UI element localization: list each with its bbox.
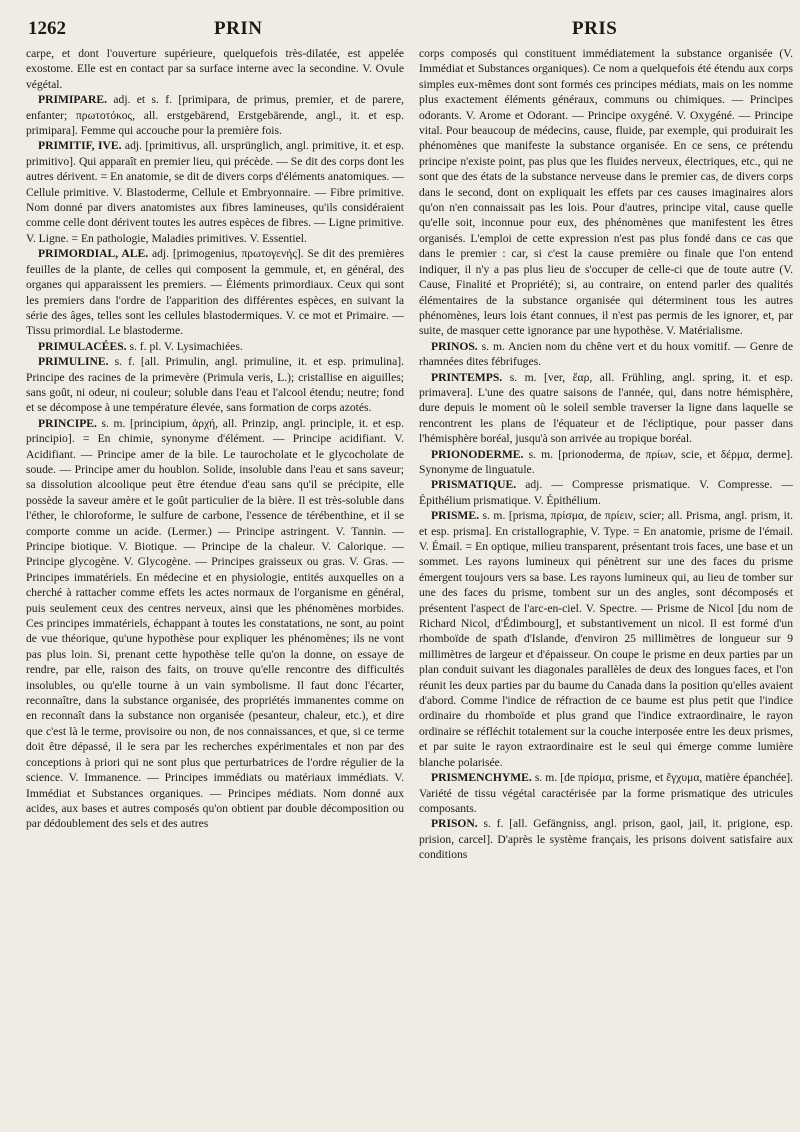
entry-continuation: corps composés qui constituent immédiatement la substance organisée (V. Immédiat et Substances organiques). Ce nom a quelquefois été étendu aux corps simples eux-mêmes dont sont formés ces principes médiats, mais on les nomme plus exactement éléments généraux, communs ou chimiques. — Principes odorants. V. Arome et Odorant. — Principe oxygéné. V. Oxygéné. — Principe vital. Pour beaucoup de médecins, cause, fluide, par exemple, qui produirait les phénomènes que manifeste la substance organisée. En ce sens, ce prétendu principe n'existe point, pas plus que les fluides nerveux, électriques, etc., qui ne sont que des états de la substance nerveuse dans le premier cas, de divers corps dans le second, dont on expliquait les effets par ces causes imaginaires alors qu'on n'en connaissait pas les lois. Pour d'autres, principe vital, cause quelle qu'elle soit, inconnue pour eux, des phénomènes que manifestent les êtres organisés. L'emploi de cette expression n'est pas plus fondé dans ce cas que dans le premier : car, si c'est la cause première ou finale que l'on entend indiquer, il n'y a pas plus lieu de s'occuper de celle-ci que de toute autre (V. Cause, Finalité et Propriété); si, au contraire, on entend parler des qualités élémentaires de la substance organisée qui déterminent tous les autres phénomènes, leurs lois étant connues, il n'est pas permis de les ignorer, et, par suite, de masquer cette ignorance par une hypothèse. V. Matérialisme. bbox=[419, 47, 793, 338]
entry-prionoderme: PRIONODERME. s. m. [prionoderma, de πρίων, scie, et δέρμα, derme]. Synonyme de linguatule. bbox=[419, 447, 793, 476]
entry-prismatique: PRISMATIQUE. adj. — Compresse prismatique. V. Compresse. — Épithélium prismatique. V. Épithélium. bbox=[419, 478, 793, 507]
entry-primulacees: PRIMULACÉES. s. f. pl. V. Lysimachiées. bbox=[38, 339, 243, 353]
headword: PRISMATIQUE. bbox=[431, 478, 517, 492]
left-column bbox=[26, 46, 404, 1126]
headword: PRISMENCHYME. bbox=[431, 771, 532, 785]
entry-primitif: PRIMITIF, IVE. adj. [primitivus, all. ursprünglich, angl. primitive, it. et esp. primitivo]. Qui apparaît en premier lieu, qui précède. — Se dit des corps dont les autres dérivent. = En anatomie, se dit de divers corps d'éléments anatomiques. — Cellule primitive. V. Blastoderme, Cellule et Embryonnaire. — Fibre primitive. Nom donné par divers anatomistes aux fibres lamineuses, qu'ils considéraient comme celle dont dérivent toutes les autres espèces de fibres. — Ligne primitive. V. Ligne. = En pathologie, Maladies primitives. V. Essentiel. bbox=[26, 139, 404, 245]
entry-prinos: PRINOS. s. m. Ancien nom du chêne vert et du houx vomitif. — Genre de rhamnées dites fébrifuges. bbox=[419, 339, 793, 369]
right-column bbox=[419, 46, 793, 1126]
headword: PRIMIPARE. bbox=[38, 93, 108, 107]
entry-primordial: PRIMORDIAL, ALE. adj. [primogenius, πρωτογενής]. Se dit des premières feuilles de la plante, de celles qui composent la gemmule, et, en général, des organes qui apparaissent les premiers. — Éléments primordiaux. Ceux qui sont les premiers dans l'ordre de l'apparition des différentes espèces, en suivant la série des âges, telles sont les cellules blastodermiques. V. ce mot et Primaire. — Tissu primordial. Le blastoderme. bbox=[26, 247, 404, 338]
headword: PRINCIPE. bbox=[38, 416, 97, 430]
headword: PRIMULINE. bbox=[38, 355, 109, 369]
entry-primipare: PRIMIPARE. adj. et s. f. [primipara, de primus, premier, et de parere, enfanter; πρωτοτόκος, all. erstgebärend, Erstgebärende, angl., it. et esp. primipara]. Femme qui accouche pour la première fois. bbox=[26, 93, 404, 138]
headword: PRIMULACÉES. bbox=[38, 339, 127, 353]
entry-prison: PRISON. s. f. [all. Gefängniss, angl. prison, gaol, jail, it. prigione, esp. prision, carcel]. D'après le système français, les prisons doivent satisfaire aux conditions bbox=[419, 817, 793, 862]
entry-printemps: PRINTEMPS. s. m. [ver, ἔαρ, all. Frühling, angl. spring, it. et esp. primavera]. L'une des quatre saisons de l'année, qui, dans notre hémisphère, dure depuis le moment où le soleil semble traverser la ligne dans laquelle se rencontrent les plans de l'équateur et de l'écliptique, pour passer dans l'hémisphère boréal, jusqu'à son arrivée au tropique boréal. bbox=[419, 370, 793, 446]
entry-continuation: carpe, et dont l'ouverture supérieure, quelquefois très-dilatée, est appelée exostome. Elle est en contact par sa surface interne avec la secondine. V. Ovule végétal. bbox=[26, 47, 404, 91]
headword: PRINTEMPS. bbox=[431, 370, 503, 384]
headword: PRIONODERME. bbox=[431, 447, 524, 461]
page-number: 1262 bbox=[28, 18, 66, 39]
entry-primuline: PRIMULINE. s. f. [all. Primulin, angl. primuline, it. et esp. primulina]. Principe des racines de la primevère (Primula veris, L.); cristallise en aiguilles; sans goût, ni odeur, ni couleur; soluble dans l'eau et l'alcool étendu; neutre; fond et se décompose à une température élevée, sans formation de corps azotés. bbox=[26, 355, 404, 415]
entry-prisme: PRISME. s. m. [prisma, πρίσμα, de πρίειν, scier; all. Prisma, angl. prism, it. et esp. prisma]. En cristallographie, V. Type. = En anatomie, prisme de l'émail. V. Émail. = En optique, milieu transparent, présentant trois faces, une base et un sommet. Les rayons lumineux qui pénètrent sur une des faces du prisme émergent toujours vers sa base. Les rayons lumineux qui, au lieu de tomber sur une des faces du prisme, tombent sur un des angles, sont décomposés et présentent l'aspect de l'arc-en-ciel. V. Spectre. — Prisme de Nicol [du nom de Richard Nicol, d'Édimbourg], et substantivement un nicol. Il est formé d'un rhomboïde de spath d'Islande, d'environ 25 millimètres de longueur sur 9 millimètres de largeur et d'épaisseur. On coupe le prisme en deux parties par un plan conduit suivant les diagonales parallèles de deux des longues faces, et l'on réunit les deux parties par du baume du Canada dans la position qu'elles avaient d'abord. Comme l'indice de réfraction de ce baume est plus petit que l'indice ordinaire du rhomboïde et plus grand que l'indice extraordinaire, le rayon ordinaire se réfléchit totalement sur la couche interposée entre les deux prismes, et par suite le rayon extraordinaire est le seul qui émerge comme lumière blanche polarisée. bbox=[419, 509, 793, 769]
page-header bbox=[0, 18, 800, 42]
headword: PRISON. bbox=[431, 817, 478, 831]
headword: PRINOS. bbox=[431, 339, 478, 353]
headword: PRISME. bbox=[431, 509, 479, 523]
entry-principe: PRINCIPE. s. m. [principium, ἀρχή, all. Prinzip, angl. principle, it. et esp. principio]. = En chimie, synonyme d'élément. — Principe acidifiant. V. Acidifiant. — Principe amer de la bile. Le taurocholate et le glycocholate de soude. — Principe amer du houblon. Solide, insoluble dans l'eau et sans saveur; sa dissolution alcoolique peut être étendue d'eau sans qu'il se précipite, elle possède la saveur amère et le goût particulier de la bière. Il est très-soluble dans l'éther, le chloroforme, le sulfure de carbone, l'essence de térébenthine, et il se comporte comme un acide. (Lermer.) — Principe astringent. V. Tannin. — Principe biotique. V. Biotique. — Principe de la chaleur. V. Calorique. — Principe glycogène. V. Glycogène. — Principes graisseux ou gras. V. Gras. — Principes immatériels. En médecine et en physiologie, entités auxquelles on a cherché à rattacher comme effets les actes normaux de l'organisme en général, puis seulement ceux des centres nerveux, ainsi que les phénomènes morbides. Ces principes immatériels, échappant à toutes les constatations, ne sont, au point de vue théorique, qu'une hypothèse pour expliquer les phénomènes; ils ne vont pas plus loin. Si, prenant cette hypothèse telle qu'on la donne, on essaye de rendre, par elle, raison des faits, on trouve qu'elle rencontre des difficultés insolubles, ou qu'elle tourne à un vain symbolisme. Il faut donc l'écarter, reconnaître, dans la substance organisée, des propriétés immanentes comme on en reconnaît dans la substance non organisée (pesanteur, chaleur, etc.), et dire que c'est là le terme, provisoire ou non, de nos connaissances, et que, si ce terme doit être dépassé, il le sera par les recherches expérimentales et non par des conceptions à priori qui ne sont plus que perturbatrices de l'ordre régulier de la science. V. Immanence. — Principes immédiats ou matériaux immédiats. V. Immédiat et Substances organiques. — Principes médiats. Nom donné aux acides, aux bases et autres composés qu'on obtient par double décomposition ou par dédoublement des sels et des autres bbox=[26, 416, 404, 831]
running-head-right: PRIS bbox=[572, 18, 618, 39]
entry-prismenchyme: PRISMENCHYME. s. m. [de πρίσμα, prisme, et ἔγχυμα, matière épanchée]. Variété de tissu végétal caractérisée par la forme prismatique des utricules composants. bbox=[419, 771, 793, 815]
running-head-left: PRIN bbox=[214, 18, 263, 39]
headword: PRIMITIF, IVE. bbox=[38, 139, 122, 153]
headword: PRIMORDIAL, ALE. bbox=[38, 247, 149, 261]
